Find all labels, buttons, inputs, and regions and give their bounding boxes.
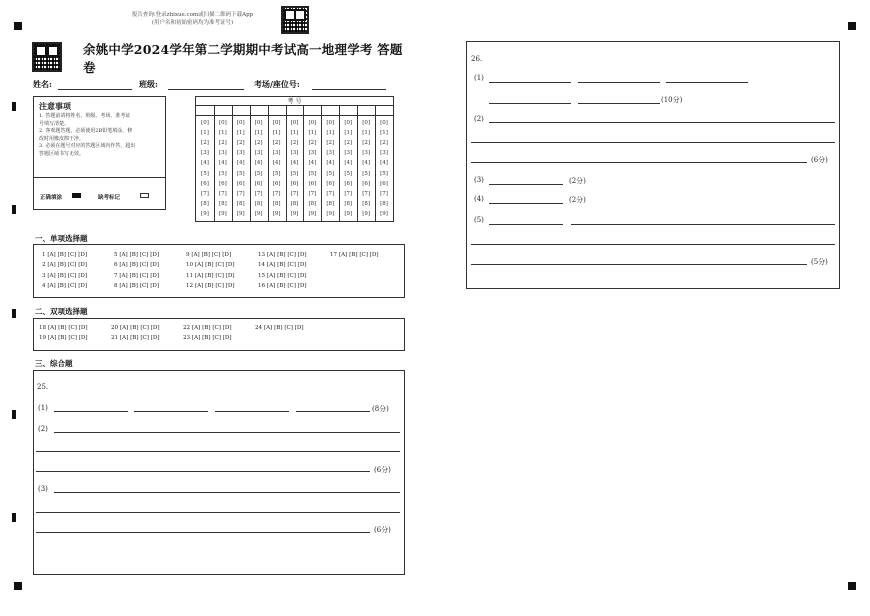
qr-code-top (281, 6, 309, 34)
section-double-choice-title: 二、双项选择题 (35, 307, 88, 316)
single-choice-question[interactable]: 15 [A] [B] [C] [D] (258, 272, 307, 279)
double-choice-question[interactable]: 22 [A] [B] [C] [D] (183, 325, 232, 331)
exam-digit-bubble[interactable]: [1] (218, 130, 227, 137)
q26-part5-score: (5分) (811, 258, 828, 266)
exam-digit-bubble[interactable]: [7] (362, 190, 371, 197)
q25-part2-score: (6分) (374, 466, 391, 474)
q25-part2-label: (2) (38, 425, 48, 433)
exam-digit-bubble[interactable]: [8] (344, 200, 353, 207)
exam-digit-bubble[interactable]: [1] (272, 130, 281, 137)
room-seat-label: 考场/座位号: (254, 79, 300, 89)
exam-digit-bubble[interactable]: [1] (254, 130, 263, 137)
single-choice-question[interactable]: 9 [A] [B] [C] [D] (186, 252, 232, 258)
exam-digit-bubble[interactable]: [6] (362, 180, 371, 187)
q26-part4-blank[interactable] (489, 203, 563, 204)
exam-digit-bubble[interactable]: [2] (344, 140, 353, 147)
exam-digit-bubble[interactable]: [0] (326, 120, 335, 126)
exam-digit-bubble[interactable]: [7] (218, 190, 227, 197)
exam-digit-bubble[interactable]: [3] (344, 150, 353, 157)
exam-digit-bubble[interactable]: [3] (236, 150, 245, 157)
single-choice-question[interactable]: 2 [A] [B] [C] [D] (42, 262, 88, 269)
exam-digit-bubble[interactable]: [1] (308, 130, 317, 137)
exam-digit-bubble[interactable]: [9] (344, 210, 353, 217)
exam-digit-bubble[interactable]: [5] (201, 170, 209, 177)
exam-digit-bubble[interactable]: [6] (326, 180, 335, 187)
exam-digit-bubble[interactable]: [0] (362, 120, 371, 126)
exam-digit-bubble[interactable]: [8] (272, 200, 281, 207)
notice-item: 号填写清楚。 (39, 120, 70, 127)
exam-digit-bubble[interactable]: [4] (218, 160, 227, 167)
single-choice-question[interactable]: 8 [A] [B] [C] [D] (114, 282, 160, 289)
notice-item: 2. 客观题答题，必须使用2B铅笔填涂，修 (39, 128, 133, 134)
exam-digit-bubble[interactable]: [4] (236, 160, 245, 167)
exam-digit-bubble[interactable]: [2] (201, 140, 209, 147)
q26-part2-score: (6分) (811, 156, 828, 164)
q25-part1-blank1[interactable] (54, 411, 128, 412)
exam-digit-bubble[interactable]: [4] (201, 160, 209, 167)
exam-digit-bubble[interactable]: [8] (218, 200, 227, 207)
exam-digit-bubble[interactable]: [8] (308, 200, 317, 207)
class-label: 班级: (139, 79, 158, 89)
exam-digit-bubble[interactable]: [8] (380, 200, 388, 207)
exam-digit-bubble[interactable]: [9] (201, 210, 209, 217)
exam-digit-bubble[interactable]: [0] (344, 120, 353, 126)
double-choice-question[interactable]: 19 [A] [B] [C] [D] (39, 335, 88, 342)
single-choice-question[interactable]: 3 [A] [B] [C] [D] (42, 272, 88, 279)
single-choice-question[interactable]: 5 [A] [B] [C] [D] (114, 252, 160, 258)
exam-digit-bubble[interactable]: [2] (380, 140, 388, 147)
q26-part2-line1[interactable] (489, 122, 835, 123)
corner-mark-bottom-right (848, 582, 856, 590)
q25-part2-line2[interactable] (36, 451, 400, 452)
exam-digit-bubble[interactable]: [2] (362, 140, 371, 147)
q25-number: 25. (37, 383, 49, 391)
q26-part3-score: (2分) (569, 177, 586, 185)
q25-part2-line3[interactable] (36, 471, 370, 472)
q25-part2-line1[interactable] (54, 432, 400, 433)
exam-digit-bubble[interactable]: [3] (308, 150, 317, 157)
exam-digit-bubble[interactable]: [2] (218, 140, 227, 147)
exam-digit-bubble[interactable]: [9] (308, 210, 317, 217)
exam-digit-bubble[interactable]: [7] (308, 190, 317, 197)
single-choice-box (33, 244, 405, 298)
exam-digit-bubble[interactable]: [5] (326, 170, 335, 177)
exam-digit-bubble[interactable]: [8] (362, 200, 371, 207)
report-info-line2: (用户名和初始密码均为准考证号) (151, 20, 234, 26)
section-single-choice-title: 一、单项选择题 (35, 234, 88, 243)
exam-digit-bubble[interactable]: [0] (236, 120, 245, 126)
exam-digit-bubble[interactable]: [7] (344, 190, 353, 197)
q26-part5-blank1[interactable] (489, 224, 563, 225)
exam-digit-bubble[interactable]: [1] (344, 130, 353, 137)
exam-digit-bubble[interactable]: [2] (290, 140, 299, 147)
exam-digit-bubble[interactable]: [5] (362, 170, 371, 177)
q26-part2-line2[interactable] (471, 142, 835, 143)
exam-digit-bubble[interactable]: [8] (326, 200, 335, 207)
single-choice-question[interactable]: 10 [A] [B] [C] [D] (186, 262, 235, 269)
single-choice-question[interactable]: 16 [A] [B] [C] [D] (258, 282, 307, 289)
single-choice-question[interactable]: 11 [A] [B] [C] [D] (186, 272, 235, 279)
missing-mark-label: 缺考标记 (98, 195, 121, 201)
exam-digit-bubble[interactable]: [1] (362, 130, 371, 137)
q26-part3-label: (3) (474, 176, 484, 184)
exam-digit-bubble[interactable]: [5] (380, 170, 388, 177)
exam-digit-bubble[interactable]: [2] (236, 140, 245, 147)
exam-digit-bubble[interactable]: [4] (326, 160, 335, 167)
exam-digit-bubble[interactable]: [9] (218, 210, 227, 217)
exam-digit-bubble[interactable]: [3] (218, 150, 227, 157)
single-choice-question[interactable]: 1 [A] [B] [C] [D] (42, 252, 88, 258)
exam-digit-bubble[interactable]: [7] (326, 190, 335, 197)
exam-digit-bubble[interactable]: [5] (254, 170, 263, 177)
q26-part4-label: (4) (474, 195, 484, 203)
single-choice-question[interactable]: 7 [A] [B] [C] [D] (114, 272, 160, 279)
notice-title: 注意事项 (39, 101, 71, 111)
class-field[interactable] (168, 89, 244, 90)
exam-digit-bubble[interactable]: [2] (308, 140, 317, 147)
q26-part5-line3[interactable] (471, 264, 807, 265)
exam-digit-bubble[interactable]: [7] (236, 190, 245, 197)
correct-fill-sample (72, 193, 81, 198)
q26-part5-line1[interactable] (571, 224, 835, 225)
double-choice-box (33, 318, 405, 351)
exam-digit-bubble[interactable]: [5] (272, 170, 281, 177)
section-comprehensive-title: 三、综合题 (35, 359, 73, 368)
exam-digit-bubble[interactable]: [1] (326, 130, 335, 137)
exam-digit-bubble[interactable]: [4] (380, 160, 388, 167)
double-choice-question[interactable]: 24 [A] [B] [C] [D] (255, 325, 304, 331)
side-mark (12, 102, 16, 111)
exam-digit-bubble[interactable]: [0] (308, 120, 317, 126)
notice-item: 答题区域书写无效。 (39, 150, 85, 157)
exam-digit-bubble[interactable]: [9] (326, 210, 335, 217)
exam-digit-bubble[interactable]: [6] (254, 180, 263, 187)
missing-mark-checkbox[interactable] (140, 193, 149, 198)
name-label: 姓名: (33, 79, 52, 89)
q26-part1-blank5[interactable] (578, 103, 660, 104)
exam-digit-bubble[interactable]: [4] (362, 160, 371, 167)
q26-part1-blank3[interactable] (666, 82, 748, 83)
double-choice-question[interactable]: 23 [A] [B] [C] [D] (183, 335, 232, 342)
exam-digit-bubble[interactable]: [4] (254, 160, 263, 167)
double-choice-question[interactable]: 21 [A] [B] [C] [D] (111, 335, 160, 342)
exam-digit-bubble[interactable]: [0] (272, 120, 281, 126)
exam-number-write-row[interactable] (196, 106, 393, 116)
q25-part3-score: (6分) (374, 526, 391, 534)
q25-part1-blank4[interactable] (296, 411, 370, 412)
q25-answer-box (33, 370, 405, 575)
exam-digit-bubble[interactable]: [5] (218, 170, 227, 177)
exam-digit-bubble[interactable]: [7] (380, 190, 388, 197)
q26-part5-label: (5) (474, 216, 484, 224)
report-info-line1: 报告查询:登录zhixue.com或扫描二维码下载App (131, 12, 254, 18)
single-choice-question[interactable]: 17 [A] [B] [C] [D] (330, 252, 379, 258)
page-title: 余姚中学2024学年第二学期期中考试高一地理学考 答题卷 (83, 42, 403, 75)
exam-number-header: 考 号 (196, 97, 393, 106)
exam-digit-bubble[interactable]: [3] (254, 150, 263, 157)
corner-mark-top-left (14, 22, 22, 30)
exam-digit-bubble[interactable]: [4] (344, 160, 353, 167)
exam-digit-bubble[interactable]: [6] (201, 180, 209, 187)
side-mark (12, 513, 16, 522)
exam-digit-bubble[interactable]: [6] (344, 180, 353, 187)
q26-part5-line2[interactable] (471, 244, 835, 245)
exam-digit-bubble[interactable]: [8] (201, 200, 209, 207)
notice-list (39, 113, 163, 158)
exam-digit-bubble[interactable]: [9] (290, 210, 299, 217)
exam-digit-bubble[interactable]: [0] (254, 120, 263, 126)
side-mark (12, 205, 16, 214)
exam-digit-bubble[interactable]: [0] (201, 120, 209, 126)
q25-part1-score: (8分) (372, 405, 389, 413)
correct-fill-label: 正确填涂 (40, 195, 63, 201)
qr-code-left (32, 42, 62, 72)
exam-digit-bubble[interactable]: [1] (380, 130, 388, 137)
exam-digit-bubble[interactable]: [6] (272, 180, 281, 187)
q26-part1-score: (10分) (661, 96, 683, 104)
exam-digit-bubble[interactable]: [1] (290, 130, 299, 137)
exam-digit-bubble[interactable]: [7] (254, 190, 263, 197)
exam-digit-bubble[interactable]: [8] (236, 200, 245, 207)
q25-part3-line3[interactable] (36, 532, 370, 533)
exam-digit-bubble[interactable]: [6] (380, 180, 388, 187)
single-choice-question[interactable]: 6 [A] [B] [C] [D] (114, 262, 160, 269)
exam-digit-bubble[interactable]: [3] (272, 150, 281, 157)
single-choice-question[interactable]: 13 [A] [B] [C] [D] (258, 252, 307, 258)
exam-digit-bubble[interactable]: [0] (218, 120, 227, 126)
q25-part1-blank3[interactable] (215, 411, 289, 412)
exam-digit-bubble[interactable]: [4] (290, 160, 299, 167)
exam-digit-bubble[interactable]: [6] (290, 180, 299, 187)
notice-item: 改时用橡皮擦干净。 (39, 135, 85, 142)
q26-part3-blank[interactable] (489, 184, 563, 185)
exam-digit-bubble[interactable]: [7] (272, 190, 281, 197)
q26-part1-blank1[interactable] (489, 82, 571, 83)
q25-part1-label: (1) (38, 404, 48, 412)
corner-mark-bottom-left (14, 582, 22, 590)
notice-item: 1. 答题前请将姓名、班级、考场、准考证 (39, 113, 131, 119)
exam-digit-bubble[interactable]: [6] (236, 180, 245, 187)
exam-digit-bubble[interactable]: [5] (344, 170, 353, 177)
single-choice-question[interactable]: 12 [A] [B] [C] [D] (186, 282, 235, 289)
exam-digit-bubble[interactable]: [4] (272, 160, 281, 167)
q26-answer-box (466, 41, 840, 289)
exam-digit-bubble[interactable]: [0] (380, 120, 388, 126)
corner-mark-top-right (848, 22, 856, 30)
room-seat-field[interactable] (312, 89, 386, 90)
q26-part2-line3[interactable] (471, 162, 807, 163)
single-choice-question[interactable]: 14 [A] [B] [C] [D] (258, 262, 307, 269)
exam-digit-bubble[interactable]: [9] (236, 210, 245, 217)
q26-part1-blank2[interactable] (578, 82, 660, 83)
exam-digit-bubble[interactable]: [9] (380, 210, 388, 217)
q25-part3-line2[interactable] (36, 512, 400, 513)
exam-digit-bubble[interactable]: [1] (201, 130, 209, 137)
exam-digit-bubble[interactable]: [2] (254, 140, 263, 147)
exam-digit-bubble[interactable]: [7] (290, 190, 299, 197)
q26-number: 26. (471, 55, 483, 63)
exam-digit-bubble[interactable]: [8] (290, 200, 299, 207)
q25-part3-line1[interactable] (54, 492, 400, 493)
q26-part4-score: (2分) (569, 196, 586, 204)
q25-part1-blank2[interactable] (134, 411, 208, 412)
exam-digit-bubble[interactable]: [1] (236, 130, 245, 137)
exam-digit-bubble[interactable]: [6] (308, 180, 317, 187)
exam-digit-bubble[interactable]: [9] (272, 210, 281, 217)
double-choice-question[interactable]: 18 [A] [B] [C] [D] (39, 325, 88, 331)
q26-part2-label: (2) (474, 115, 484, 123)
single-choice-question[interactable]: 4 [A] [B] [C] [D] (42, 282, 88, 289)
notice-box (33, 96, 166, 210)
exam-digit-bubble[interactable]: [4] (308, 160, 317, 167)
exam-digit-bubble[interactable]: [3] (326, 150, 335, 157)
exam-digit-bubble[interactable]: [6] (218, 180, 227, 187)
side-mark (12, 410, 16, 419)
q25-part3-label: (3) (38, 485, 48, 493)
exam-digit-bubble[interactable]: [3] (201, 150, 209, 157)
exam-digit-bubble[interactable]: [3] (380, 150, 388, 157)
exam-digit-bubble[interactable]: [5] (236, 170, 245, 177)
notice-divider (34, 177, 165, 178)
exam-digit-bubble[interactable]: [0] (290, 120, 299, 126)
exam-digit-bubble[interactable]: [3] (362, 150, 371, 157)
exam-digit-bubble[interactable]: [8] (254, 200, 263, 207)
exam-digit-bubble[interactable]: [9] (362, 210, 371, 217)
exam-digit-bubble[interactable]: [2] (326, 140, 335, 147)
q26-part1-label: (1) (474, 74, 484, 82)
exam-digit-bubble[interactable]: [5] (290, 170, 299, 177)
name-field[interactable] (58, 89, 132, 90)
exam-digit-bubble[interactable]: [5] (308, 170, 317, 177)
exam-digit-bubble[interactable]: [3] (290, 150, 299, 157)
side-mark (12, 309, 16, 318)
q26-part1-blank4[interactable] (489, 103, 571, 104)
notice-item: 3. 必须在题号对应的答题区域内作答，超出 (39, 143, 136, 149)
double-choice-question[interactable]: 20 [A] [B] [C] [D] (111, 325, 160, 331)
exam-digit-bubble[interactable]: [9] (254, 210, 263, 217)
exam-digit-bubble[interactable]: [7] (201, 190, 209, 197)
exam-number-grid (195, 96, 394, 222)
exam-digit-bubble[interactable]: [2] (272, 140, 281, 147)
